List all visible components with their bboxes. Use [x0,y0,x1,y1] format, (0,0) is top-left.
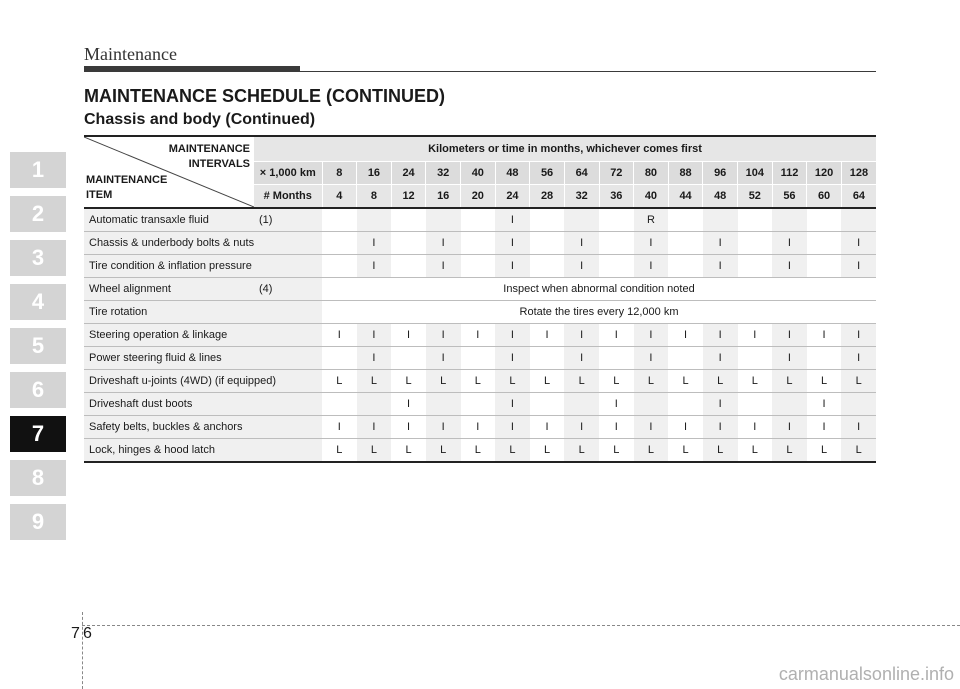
month-interval: 56 [772,185,807,209]
maintenance-item [84,439,322,463]
schedule-cell: L [322,439,357,463]
maintenance-item-label: Automatic transaxle fluid [89,214,209,226]
schedule-cell: I [322,416,357,439]
schedule-cell: L [841,370,876,393]
intervals-label-line1: MAINTENANCE [168,143,250,155]
schedule-cell: I [357,324,392,347]
schedule-cell [668,347,703,370]
schedule-cell: I [703,324,738,347]
chapter-tab-4[interactable]: 4 [10,284,66,320]
schedule-cell [703,208,738,232]
schedule-cell [738,347,773,370]
km-interval: 96 [703,162,738,185]
schedule-cell: L [772,370,807,393]
schedule-cell: I [357,416,392,439]
schedule-cell: I [772,324,807,347]
schedule-cell [841,208,876,232]
schedule-cell: I [564,347,599,370]
page-divider-horizontal [82,625,960,626]
schedule-cell: I [564,416,599,439]
schedule-cell: L [426,370,461,393]
schedule-cell: I [841,232,876,255]
item-label [86,173,167,203]
chapter-tab-6[interactable]: 6 [10,372,66,408]
schedule-cell: I [495,416,530,439]
schedule-cell: L [530,370,565,393]
month-interval: 4 [322,185,357,209]
schedule-cell [738,255,773,278]
km-interval: 80 [634,162,669,185]
schedule-cell [772,393,807,416]
schedule-cell: I [495,347,530,370]
schedule-cell [530,393,565,416]
schedule-cell: I [426,324,461,347]
item-label-line1: MAINTENANCE [86,174,168,186]
chapter-tab-5[interactable]: 5 [10,328,66,364]
schedule-cell: I [599,416,634,439]
maintenance-item-label: Tire condition & inflation pressure [89,260,252,272]
schedule-cell: I [841,255,876,278]
maintenance-item-label: Driveshaft u-joints (4WD) (if equipped) [89,375,277,387]
maintenance-item-wrap [89,329,322,341]
schedule-cell: L [599,439,634,463]
km-interval: 56 [530,162,565,185]
schedule-cell: I [703,232,738,255]
schedule-cell [668,208,703,232]
km-interval: 64 [564,162,599,185]
schedule-cell: I [530,416,565,439]
schedule-cell: L [841,439,876,463]
maintenance-item-wrap [89,444,322,456]
schedule-cell [738,232,773,255]
schedule-cell: I [703,416,738,439]
schedule-cell [772,208,807,232]
schedule-cell: L [322,370,357,393]
schedule-cell [599,208,634,232]
schedule-cell [564,208,599,232]
maintenance-item [84,301,322,324]
schedule-cell: L [391,370,426,393]
schedule-cell: I [772,416,807,439]
maintenance-schedule-table [84,135,876,463]
maintenance-item-label: Lock, hinges & hood latch [89,444,215,456]
schedule-cell: I [495,232,530,255]
table-row [84,232,876,255]
schedule-cell: L [564,439,599,463]
schedule-cell [807,232,842,255]
schedule-cell [322,232,357,255]
schedule-cell [530,347,565,370]
schedule-cell [634,393,669,416]
maintenance-item-wrap [89,375,322,387]
schedule-cell: L [426,439,461,463]
schedule-cell [426,393,461,416]
maintenance-item-wrap [89,260,322,272]
maintenance-item-label: Wheel alignment [89,283,171,295]
km-interval: 72 [599,162,634,185]
schedule-cell: I [530,324,565,347]
schedule-cell: I [564,232,599,255]
schedule-cell: I [357,232,392,255]
maintenance-item [84,393,322,416]
month-interval: 28 [530,185,565,209]
schedule-cell: R [634,208,669,232]
section-title: Maintenance [84,44,177,64]
schedule-cell: I [564,255,599,278]
schedule-cell: L [807,439,842,463]
schedule-cell: I [668,324,703,347]
schedule-cell: I [807,324,842,347]
table-corner-header [84,136,254,208]
schedule-cell [322,255,357,278]
schedule-cell: I [426,255,461,278]
month-interval: 12 [391,185,426,209]
schedule-cell: I [599,324,634,347]
maintenance-item-label: Safety belts, buckles & anchors [89,421,243,433]
month-interval: 32 [564,185,599,209]
km-interval: 128 [841,162,876,185]
km-interval: 40 [461,162,496,185]
page-title: MAINTENANCE SCHEDULE (CONTINUED) [84,86,445,106]
schedule-cell: I [357,347,392,370]
schedule-cell: I [495,255,530,278]
title-rule [84,71,876,72]
schedule-cell: I [391,324,426,347]
schedule-cell: I [703,255,738,278]
km-interval: 112 [772,162,807,185]
maintenance-item-wrap [89,306,322,318]
schedule-cell: I [461,324,496,347]
schedule-cell [461,232,496,255]
footer-watermark: carmanualsonline.info [778,664,954,684]
schedule-cell [668,255,703,278]
km-interval: 120 [807,162,842,185]
schedule-cell: I [772,347,807,370]
schedule-cell: I [426,347,461,370]
schedule-cell: I [807,393,842,416]
months-unit-label: # Months [254,185,322,209]
chapter-tabs [10,152,66,548]
schedule-cell: L [807,370,842,393]
schedule-cell: I [564,324,599,347]
schedule-cell [391,232,426,255]
schedule-cell: L [634,370,669,393]
schedule-cell: I [841,416,876,439]
schedule-cell: I [738,416,773,439]
schedule-cell: I [322,324,357,347]
schedule-cell: I [634,347,669,370]
chapter-tab-9[interactable]: 9 [10,504,66,540]
month-interval: 8 [357,185,392,209]
schedule-cell [807,347,842,370]
schedule-cell: L [357,439,392,463]
km-interval: 88 [668,162,703,185]
page-subtitle: Chassis and body (Continued) [84,111,316,128]
maintenance-item-note: (1) [259,214,273,226]
schedule-note: Rotate the tires every 12,000 km [322,301,876,324]
table-row [84,416,876,439]
schedule-cell: L [599,370,634,393]
km-interval: 32 [426,162,461,185]
month-interval: 52 [738,185,773,209]
month-interval: 20 [461,185,496,209]
schedule-cell: I [772,255,807,278]
schedule-cell [668,232,703,255]
schedule-cell [391,347,426,370]
schedule-cell [599,255,634,278]
maintenance-item-label: Power steering fluid & lines [89,352,222,364]
schedule-cell: L [634,439,669,463]
month-interval: 44 [668,185,703,209]
schedule-cell: I [634,232,669,255]
schedule-cell: L [461,439,496,463]
schedule-cell: L [564,370,599,393]
schedule-cell: L [703,439,738,463]
maintenance-item-wrap [89,352,322,364]
table-row [84,347,876,370]
maintenance-item [84,208,322,232]
page-number-page: 6 [83,625,92,642]
chapter-tab-3[interactable]: 3 [10,240,66,276]
maintenance-item-wrap [89,283,322,295]
chapter-tab-7[interactable]: 7 [10,416,66,452]
maintenance-item [84,324,322,347]
schedule-cell: L [738,370,773,393]
page-number [71,625,95,643]
month-interval: 24 [495,185,530,209]
table-row [84,370,876,393]
schedule-cell: L [357,370,392,393]
maintenance-item [84,416,322,439]
schedule-cell: I [599,393,634,416]
schedule-cell [322,208,357,232]
schedule-cell: L [495,439,530,463]
km-interval: 16 [357,162,392,185]
month-interval: 36 [599,185,634,209]
chapter-tab-1[interactable]: 1 [10,152,66,188]
schedule-cell [807,255,842,278]
schedule-cell [738,208,773,232]
schedule-cell [807,208,842,232]
schedule-cell: I [391,416,426,439]
maintenance-item [84,232,322,255]
schedule-cell [426,208,461,232]
table-row [84,439,876,463]
schedule-cell: I [634,255,669,278]
schedule-cell: L [495,370,530,393]
maintenance-item [84,370,322,393]
maintenance-item-wrap [89,214,322,226]
schedule-cell [322,393,357,416]
schedule-cell [738,393,773,416]
interval-header: Kilometers or time in months, whichever comes first [254,136,876,162]
schedule-note: Inspect when abnormal condition noted [322,278,876,301]
schedule-cell [391,208,426,232]
schedule-cell: L [461,370,496,393]
schedule-cell: I [807,416,842,439]
chapter-tab-2[interactable]: 2 [10,196,66,232]
maintenance-item-wrap [89,398,322,410]
schedule-cell: I [461,416,496,439]
schedule-cell [391,255,426,278]
km-unit-label: × 1,000 km [254,162,322,185]
month-interval: 40 [634,185,669,209]
schedule-cell: I [495,324,530,347]
schedule-cell: I [391,393,426,416]
schedule-cell: I [426,232,461,255]
schedule-cell [599,232,634,255]
schedule-cell [841,393,876,416]
km-interval: 8 [322,162,357,185]
schedule-cell: I [668,416,703,439]
schedule-cell [530,255,565,278]
maintenance-item-label: Steering operation & linkage [89,329,228,341]
schedule-cell: I [495,208,530,232]
schedule-cell [668,393,703,416]
schedule-cell [322,347,357,370]
table-row [84,301,876,324]
item-label-line2: ITEM [86,189,113,201]
maintenance-item-label: Chassis & underbody bolts & nuts [89,237,255,249]
maintenance-item-wrap [89,237,322,249]
schedule-cell: I [841,324,876,347]
schedule-cell [530,208,565,232]
chapter-tab-8[interactable]: 8 [10,460,66,496]
table-row [84,324,876,347]
schedule-cell [564,393,599,416]
table-row [84,393,876,416]
table-row [84,208,876,232]
schedule-cell [357,208,392,232]
month-interval: 48 [703,185,738,209]
schedule-cell [461,347,496,370]
schedule-cell: I [703,347,738,370]
maintenance-item-note: (4) [259,283,273,295]
schedule-cell [357,393,392,416]
maintenance-item-wrap [89,421,322,433]
km-interval: 48 [495,162,530,185]
schedule-cell: I [738,324,773,347]
page-number-chapter: 7 [71,625,80,642]
km-interval: 104 [738,162,773,185]
maintenance-item [84,255,322,278]
intervals-label [169,142,250,172]
intervals-label-line2: INTERVALS [188,158,250,170]
schedule-cell: L [391,439,426,463]
schedule-cell: I [841,347,876,370]
month-interval: 16 [426,185,461,209]
schedule-cell [461,255,496,278]
schedule-cell: I [495,393,530,416]
maintenance-item-label: Tire rotation [89,306,148,318]
maintenance-item [84,278,322,301]
schedule-cell: I [426,416,461,439]
month-interval: 60 [807,185,842,209]
maintenance-item [84,347,322,370]
schedule-cell: I [772,232,807,255]
km-interval: 24 [391,162,426,185]
schedule-cell [530,232,565,255]
schedule-cell: I [357,255,392,278]
page-divider-vertical [82,612,83,689]
maintenance-item-label: Driveshaft dust boots [89,398,193,410]
schedule-cell: L [772,439,807,463]
schedule-cell: L [738,439,773,463]
schedule-cell: L [668,370,703,393]
schedule-cell: I [703,393,738,416]
schedule-cell: L [668,439,703,463]
month-interval: 64 [841,185,876,209]
schedule-cell: L [530,439,565,463]
schedule-cell [461,393,496,416]
table-row [84,278,876,301]
schedule-cell: I [634,324,669,347]
schedule-cell: I [634,416,669,439]
schedule-cell [599,347,634,370]
schedule-cell: L [703,370,738,393]
table-row [84,255,876,278]
schedule-cell [461,208,496,232]
